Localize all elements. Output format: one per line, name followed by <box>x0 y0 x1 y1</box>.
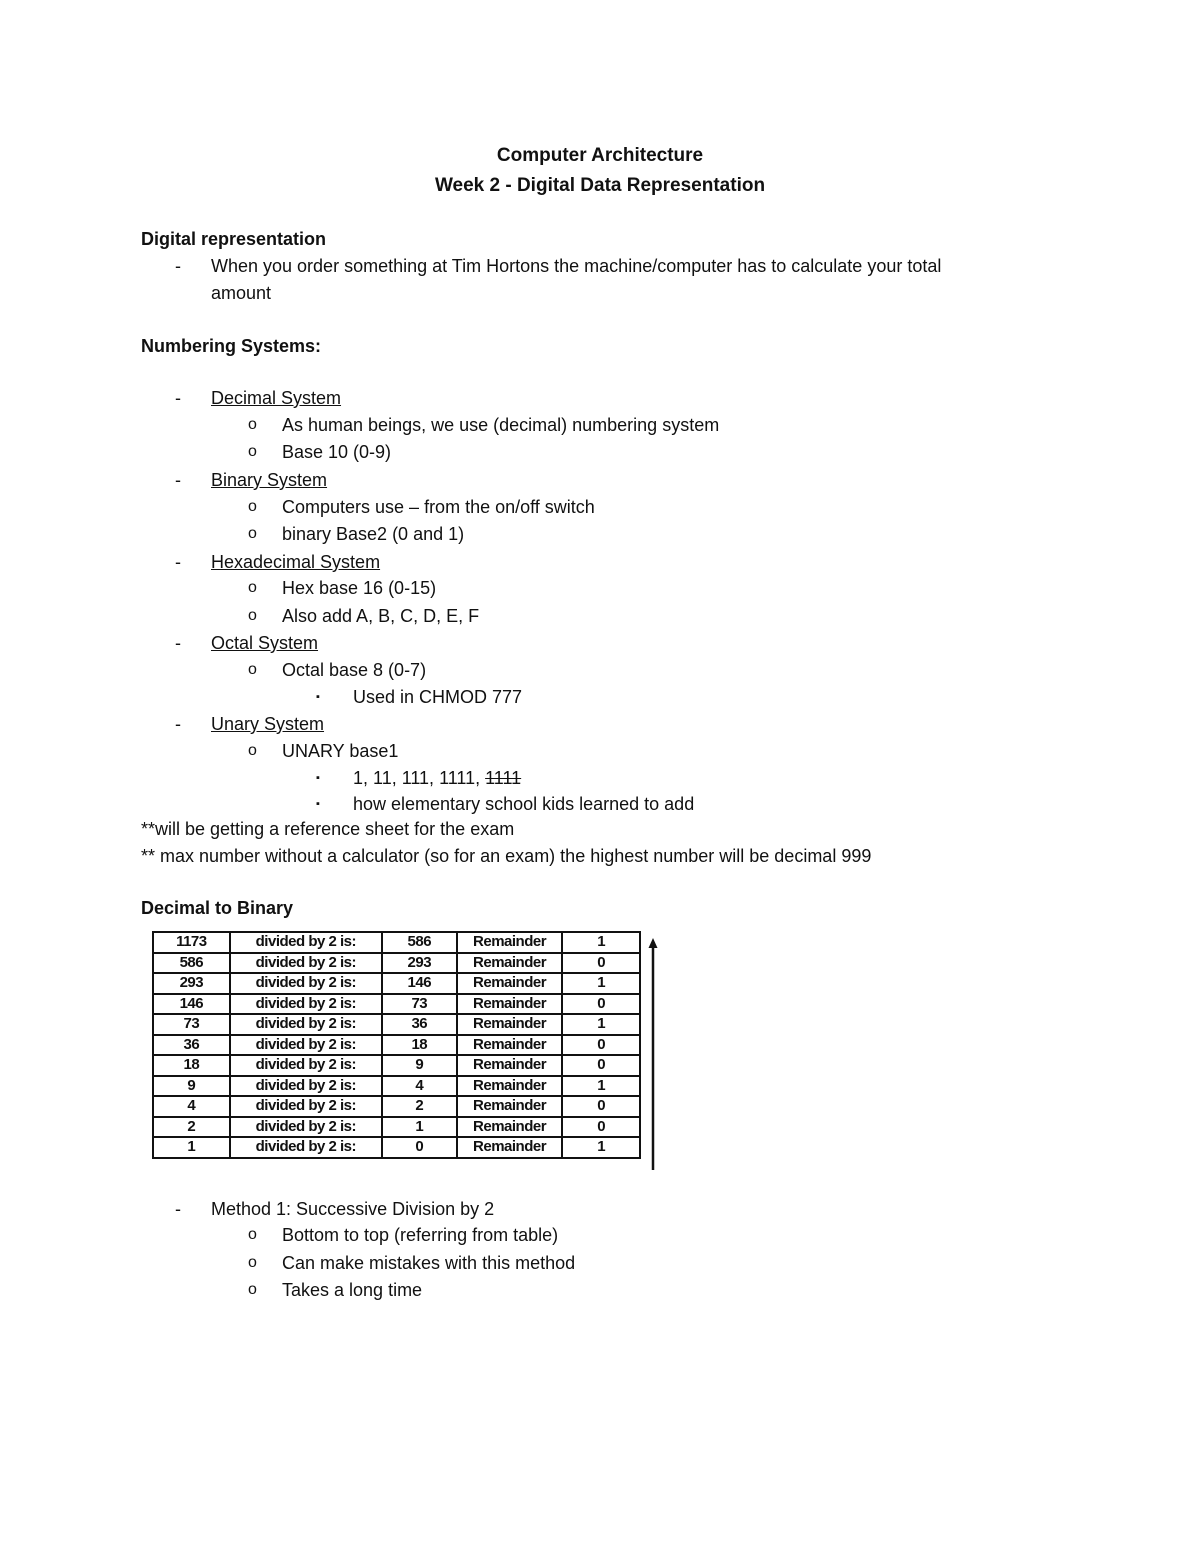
octal-point-1: Octal base 8 (0-7) <box>282 660 427 680</box>
unary-subpoint-2: how elementary school kids learned to add <box>353 794 695 814</box>
bullet-marker: o <box>248 661 257 678</box>
divided-by-label-cell: divided by 2 is: <box>230 953 382 974</box>
divided-by-label-cell: divided by 2 is: <box>230 1076 382 1097</box>
quotient-cell: 36 <box>382 1014 457 1035</box>
dividend-cell: 1173 <box>153 932 230 953</box>
quotient-cell: 4 <box>382 1076 457 1097</box>
remainder-value-cell: 1 <box>562 973 640 994</box>
decimal-system-title: Decimal System <box>211 388 342 408</box>
digital-representation-heading: Digital representation <box>141 229 327 249</box>
remainder-label-cell: Remainder <box>457 1096 563 1117</box>
remainder-value-cell: 0 <box>562 1096 640 1117</box>
remainder-value-cell: 0 <box>562 953 640 974</box>
numbering-systems-heading: Numbering Systems: <box>141 336 322 356</box>
quotient-cell: 2 <box>382 1096 457 1117</box>
quotient-cell: 73 <box>382 994 457 1015</box>
divided-by-label-cell: divided by 2 is: <box>230 1117 382 1138</box>
remainder-value-cell: 1 <box>562 932 640 953</box>
remainder-label-cell: Remainder <box>457 932 563 953</box>
bullet-marker: o <box>248 1254 257 1271</box>
octal-subpoint-1: Used in CHMOD 777 <box>353 687 523 707</box>
dash-marker: - <box>175 714 181 734</box>
table-row <box>153 1076 640 1097</box>
unary-point-1: UNARY base1 <box>282 741 399 761</box>
dividend-cell: 293 <box>153 973 230 994</box>
remainder-value-cell: 0 <box>562 1035 640 1056</box>
bullet-marker: o <box>248 416 257 433</box>
binary-point-2: binary Base2 (0 and 1) <box>282 524 465 544</box>
exam-note-2: ** max number without a calculator (so for an exam) the highest number will be decimal 999 <box>141 846 872 866</box>
dash-marker: - <box>175 388 181 408</box>
divided-by-label-cell: divided by 2 is: <box>230 994 382 1015</box>
dividend-cell: 146 <box>153 994 230 1015</box>
quotient-cell: 9 <box>382 1055 457 1076</box>
remainder-label-cell: Remainder <box>457 1055 563 1076</box>
dividend-cell: 73 <box>153 1014 230 1035</box>
remainder-value-cell: 0 <box>562 1055 640 1076</box>
divided-by-label-cell: divided by 2 is: <box>230 1035 382 1056</box>
square-bullet-marker: ▪ <box>316 798 320 810</box>
divided-by-label-cell: divided by 2 is: <box>230 1055 382 1076</box>
binary-point-1: Computers use – from the on/off switch <box>282 497 595 517</box>
bullet-marker: o <box>248 1226 257 1243</box>
dividend-cell: 4 <box>153 1096 230 1117</box>
dividend-cell: 9 <box>153 1076 230 1097</box>
digital-line-1: When you order something at Tim Hortons the machine/computer has to calculate your total <box>211 256 942 276</box>
remainder-label-cell: Remainder <box>457 973 563 994</box>
table-row <box>153 1096 640 1117</box>
up-arrow-icon <box>648 938 658 1170</box>
square-bullet-marker: ▪ <box>316 772 320 784</box>
bullet-marker: o <box>248 579 257 596</box>
divided-by-label-cell: divided by 2 is: <box>230 973 382 994</box>
unary-subpoint-1 <box>353 767 521 789</box>
unary-sequence: 1, 11, 111, 1111, <box>353 768 486 788</box>
divided-by-label-cell: divided by 2 is: <box>230 1096 382 1117</box>
bullet-marker: o <box>248 742 257 759</box>
remainder-label-cell: Remainder <box>457 1117 563 1138</box>
dash-marker: - <box>175 633 181 653</box>
dividend-cell: 36 <box>153 1035 230 1056</box>
division-table-figure <box>143 922 667 1188</box>
dividend-cell: 1 <box>153 1137 230 1158</box>
decimal-point-1: As human beings, we use (decimal) numbering system <box>282 415 720 435</box>
remainder-label-cell: Remainder <box>457 953 563 974</box>
dividend-cell: 2 <box>153 1117 230 1138</box>
dividend-cell: 586 <box>153 953 230 974</box>
remainder-label-cell: Remainder <box>457 994 563 1015</box>
struck-unary-value: 1111 <box>485 768 522 788</box>
digital-line-2: amount <box>211 283 272 303</box>
divided-by-label-cell: divided by 2 is: <box>230 932 382 953</box>
dividend-cell: 18 <box>153 1055 230 1076</box>
method-point-1: Bottom to top (referring from table) <box>282 1225 559 1245</box>
dash-marker: - <box>175 552 181 572</box>
table-row <box>153 1014 640 1035</box>
table-row <box>153 1137 640 1158</box>
method-point-2: Can make mistakes with this method <box>282 1253 576 1273</box>
quotient-cell: 0 <box>382 1137 457 1158</box>
bullet-marker: o <box>248 525 257 542</box>
bullet-marker: o <box>248 498 257 515</box>
remainder-label-cell: Remainder <box>457 1035 563 1056</box>
dash-marker: - <box>175 256 181 276</box>
decimal-point-2: Base 10 (0-9) <box>282 442 392 462</box>
table-row <box>153 1117 640 1138</box>
quotient-cell: 586 <box>382 932 457 953</box>
quotient-cell: 18 <box>382 1035 457 1056</box>
table-row <box>153 973 640 994</box>
dash-marker: - <box>175 470 181 490</box>
remainder-value-cell: 0 <box>562 994 640 1015</box>
remainder-label-cell: Remainder <box>457 1137 563 1158</box>
remainder-value-cell: 1 <box>562 1137 640 1158</box>
hex-point-1: Hex base 16 (0-15) <box>282 578 437 598</box>
table-row <box>153 1055 640 1076</box>
quotient-cell: 146 <box>382 973 457 994</box>
decimal-to-binary-heading: Decimal to Binary <box>141 898 294 918</box>
remainder-value-cell: 1 <box>562 1076 640 1097</box>
divided-by-label-cell: divided by 2 is: <box>230 1014 382 1035</box>
method-1-title: Method 1: Successive Division by 2 <box>211 1199 495 1219</box>
binary-system-title: Binary System <box>211 470 328 490</box>
remainder-value-cell: 0 <box>562 1117 640 1138</box>
table-row <box>153 932 640 953</box>
table-row <box>153 1035 640 1056</box>
quotient-cell: 1 <box>382 1117 457 1138</box>
unary-system-title: Unary System <box>211 714 325 734</box>
dash-marker: - <box>175 1199 181 1219</box>
table-row <box>153 994 640 1015</box>
bullet-marker: o <box>248 607 257 624</box>
hex-point-2: Also add A, B, C, D, E, F <box>282 606 480 626</box>
remainder-label-cell: Remainder <box>457 1076 563 1097</box>
octal-system-title: Octal System <box>211 633 319 653</box>
quotient-cell: 293 <box>382 953 457 974</box>
divided-by-label-cell: divided by 2 is: <box>230 1137 382 1158</box>
method-point-3: Takes a long time <box>282 1280 423 1300</box>
square-bullet-marker: ▪ <box>316 691 320 703</box>
document-subtitle: Week 2 - Digital Data Representation <box>434 175 766 196</box>
hexadecimal-system-title: Hexadecimal System <box>211 552 381 572</box>
bullet-marker: o <box>248 443 257 460</box>
table-row <box>153 953 640 974</box>
remainder-label-cell: Remainder <box>457 1014 563 1035</box>
division-table <box>152 931 641 1159</box>
exam-note-1: **will be getting a reference sheet for the exam <box>141 819 515 839</box>
bullet-marker: o <box>248 1281 257 1298</box>
remainder-value-cell: 1 <box>562 1014 640 1035</box>
document-title: Computer Architecture <box>496 145 704 166</box>
